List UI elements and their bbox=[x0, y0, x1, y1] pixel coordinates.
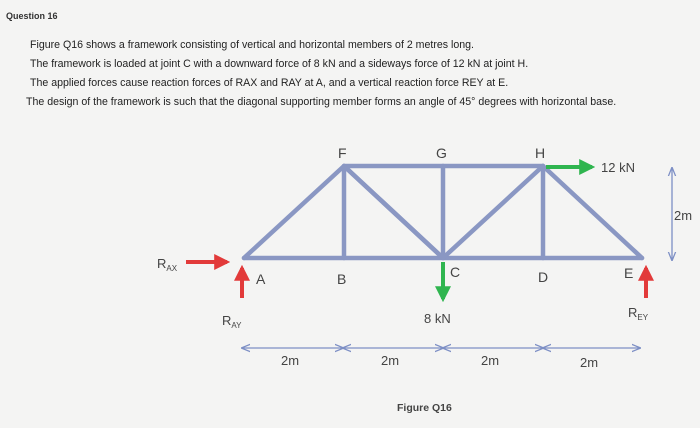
span-label-2: 2m bbox=[381, 353, 400, 368]
member-HE bbox=[543, 166, 642, 258]
statement-line-1: Figure Q16 shows a framework consisting of vertical and horizontal members of 2 metres long. bbox=[30, 39, 474, 51]
reaction-label-RAX: $R_{AX}$ bbox=[157, 256, 178, 273]
reaction-label-REY: $R_{EY}$ bbox=[628, 305, 649, 322]
statement-line-4: The design of the framework is such that the diagonal supporting member forms an angle of 45° degrees with horizontal base. bbox=[26, 96, 617, 108]
figure-caption: Figure Q16 bbox=[397, 402, 452, 414]
joint-label-D: D bbox=[538, 269, 549, 285]
truss-members bbox=[244, 166, 642, 258]
member-BG-diag bbox=[344, 166, 443, 258]
joint-label-H: H bbox=[535, 145, 546, 161]
joint-label-B: B bbox=[337, 271, 347, 287]
span-label-4: 2m bbox=[580, 355, 599, 370]
joint-label-G: G bbox=[436, 145, 447, 161]
joint-label-C: C bbox=[450, 264, 461, 280]
height-dimension-label: 2m bbox=[674, 208, 693, 223]
statement-line-3: The applied forces cause reaction forces of RAX and RAY at A, and a vertical reaction force REY at E. bbox=[30, 77, 509, 89]
joint-label-A: A bbox=[256, 271, 266, 287]
question-number: Question 16 bbox=[6, 11, 58, 21]
load-label-8kN: 8 kN bbox=[424, 311, 451, 326]
reaction-label-RAY: $R_{AY}$ bbox=[222, 313, 242, 330]
statement-line-2: The framework is loaded at joint C with a downward force of 8 kN and a sideways force of 12 kN at joint H. bbox=[30, 58, 529, 70]
span-label-1: 2m bbox=[281, 353, 300, 368]
member-CH bbox=[443, 166, 543, 258]
joint-label-F: F bbox=[338, 145, 347, 161]
load-label-12kN: 12 kN bbox=[601, 160, 635, 175]
span-label-3: 2m bbox=[481, 353, 500, 368]
joint-label-E: E bbox=[624, 265, 634, 281]
member-AF bbox=[244, 166, 344, 258]
inner-diagonals bbox=[344, 166, 443, 258]
